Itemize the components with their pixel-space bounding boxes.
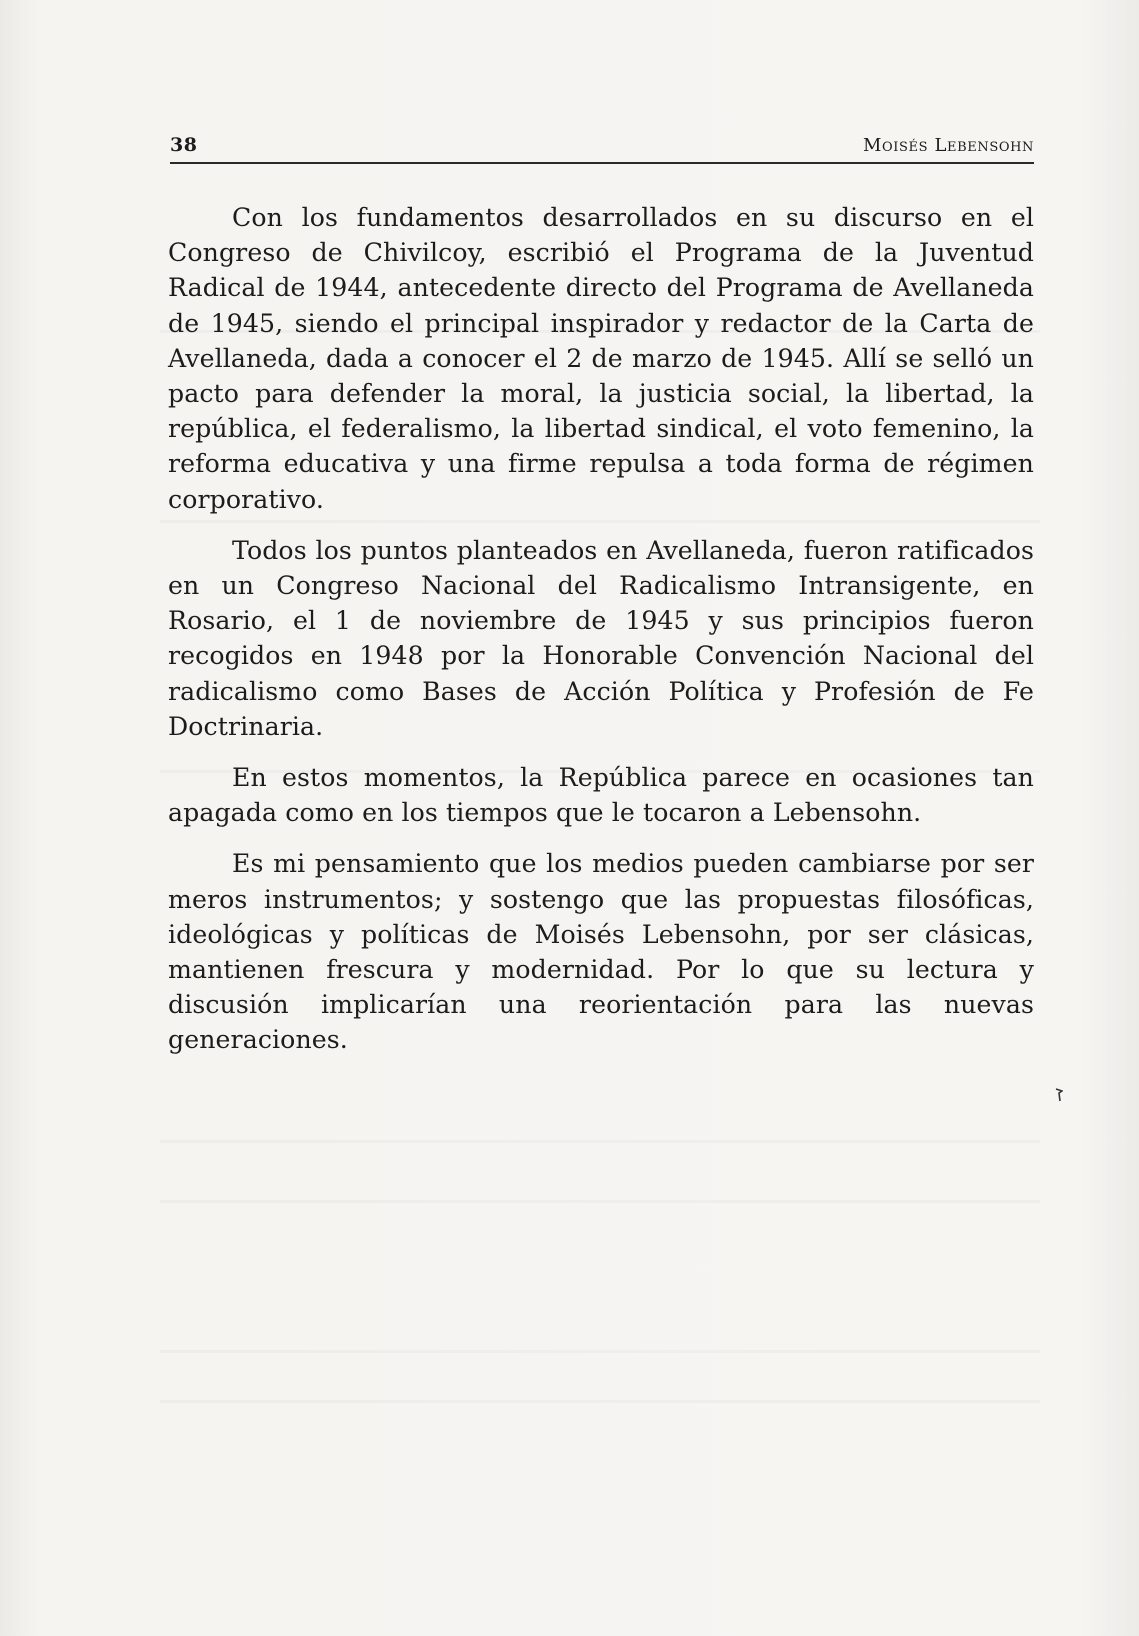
- running-head: Moisés Lebensohn: [863, 135, 1034, 156]
- show-through: [160, 1350, 1040, 1353]
- paragraph: Con los fundamentos desarrollados en su discurso en el Congreso de Chivilcoy, escribió el Programa de la Juventud Radical de 1944, antecedente directo del Programa de Avellaneda de 1945, siendo el principal inspirador y redactor de la Carta de Avellaneda, dada a conocer el 2 de marzo de 1945. Allí se selló un pacto para defender la moral, la justicia social, la libertad, la república, el federalismo, la libertad sindical, el voto femenino, la reforma educativa y una firme repulsa a toda forma de régimen corporativo.: [168, 203, 1034, 514]
- show-through: [160, 1140, 1040, 1143]
- page-number: 38: [170, 134, 198, 156]
- paragraph: Todos los puntos planteados en Avellaneda, fueron ratificados en un Congreso Nacional del Radicalismo Intransigente, en Rosario, el 1 de noviembre de 1945 y sus principios fueron recogidos en 1948 por la Honorable Convención Nacional del radicalismo como Bases de Acción Política y Profesión de Fe Doctrinaria.: [168, 535, 1034, 741]
- paragraph: Es mi pensamiento que los medios pueden cambiarse por ser meros instrumentos; y sostengo que las propuestas filosóficas, ideológicas y políticas de Moisés Lebensohn, por ser clásicas, mantienen frescura y modernidad. Por lo que su lectura y discusión implicarían una reorientación para las nuevas generaciones.: [168, 849, 1034, 1055]
- paragraph: En estos momentos, la República parece en ocasiones tan apagada como en los tiempos que le tocaron a Lebensohn.: [168, 763, 1034, 828]
- page-header: [170, 132, 1034, 164]
- show-through: [160, 1400, 1040, 1403]
- body-text: [168, 200, 1034, 1074]
- show-through: [160, 1200, 1040, 1203]
- ink-speck-icon: [1055, 1088, 1063, 1102]
